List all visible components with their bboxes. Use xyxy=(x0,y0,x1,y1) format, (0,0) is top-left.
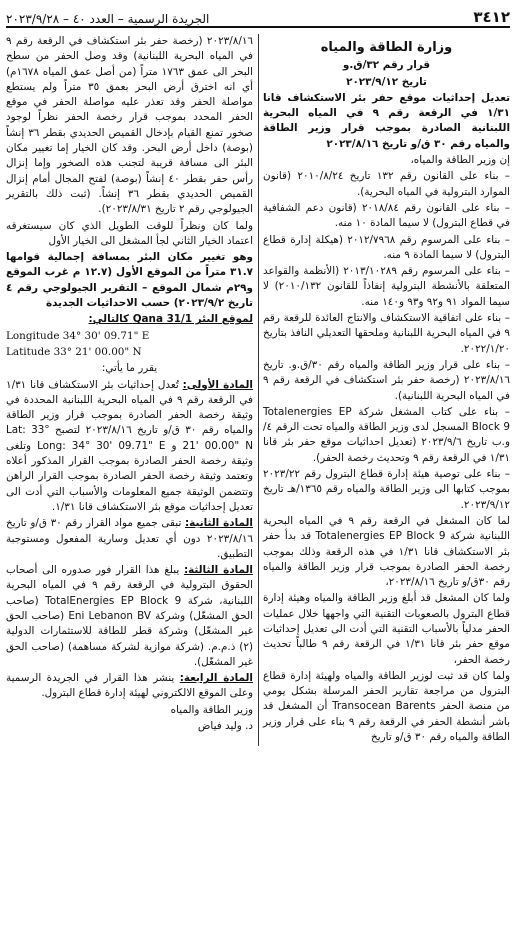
article-4 xyxy=(6,671,253,702)
article-4-heading: المادة الرابعة: xyxy=(179,672,253,685)
columns xyxy=(6,34,510,746)
latitude: Latitude 33° 21' 00.00" N xyxy=(6,345,142,358)
page-header xyxy=(6,4,510,28)
paragraph: – بناء على القانون رقم ١٣٢ تاريخ ٢٠١٠/٨/٢٤ (قانون الموارد البترولية في المياه البحرية). xyxy=(263,170,511,198)
bold-paragraph: وهو تغيير مكان البئر بمسافة إجمالية قوامها ٣١.٧ متراً من الموقع الأول (١٢.٧ م غرب الموقع و٢٩م شمال الموقع – التقرير الجيولوجي رقم ٤ تاريخ ٢٠٢٣/٩/٢) حسب الاحداثيات الجديدة xyxy=(6,251,253,310)
article-1-text: تُعدل إحداثيات بئر الاستكشاف قانا ١/٣١ في الرقعة رقم ٩ في المياه البحرية اللبنانية المحددة في وثيقة رخصة الحفر الصادرة بموجب قرار وزير الطاقة والمياه رقم ٣٠ ق/و تاريخ ٢٠٢٣/٨/١٦ لتصبح Lat: 33° 21' 00.00" N و Long: 34° 30' 09.71" E وتلغى وثيقة رخصة الحفر الصادرة بموجب القرار المذكور أعلاه وتعتمد وثيقة رخصة الحفر الصادرة بموجب القرار الراهن وتتضمن الوثيقة جميع المعلومات والأسباب التي أدت الى تعديل إحداثيات موقع بئر الاستكشاف قانا ١/٣١. xyxy=(6,378,253,513)
paragraph: – بناء على اتفاقية الاستكشاف والانتاج العائدة للرقعة رقم ٩ في المياه البحرية اللبنانية وملحقها التعديلي النافذ بتاريخ ٢٠٢٢/١/٢٠. xyxy=(263,312,510,355)
right-column xyxy=(263,34,510,746)
article-3-text: يبلغ هذا القرار فور صدوره الى أصحاب الحقوق البترولية في الرقعة رقم ٩ في المياه البحرية اللبنانية، شركة TotalEnergies EP Block 9 (صاحب الحق المشغّل) وشركة Eni Lebanon BV (صاحب الحق غير المشغّل) وشركة قطر للطاقة للاستثمارات الدولية (٢) ذ.م.م. (شركة موازية لشركة مساهمة) (صاحب الحق غير المشغّل). xyxy=(6,564,254,668)
signature-title: وزير الطاقة والمياه xyxy=(170,703,253,716)
article-2 xyxy=(6,516,253,562)
longitude: Longitude 34° 30' 09.71" E xyxy=(6,329,150,342)
decision-number: قرار رقم ٣٢/ق.و xyxy=(342,59,431,72)
paragraph: ٢٠٢٣/٨/١٦ (رخصة حفر بئر استكشاف في الرقعة رقم ٩ في المياه البحرية اللبنانية) وقد وصل الحفر من سطح البحر الى عمق ١٧٦٣ متراً (من أصل عمق المياه ١٦٧٨م) أي انه اخترق أرض البحر بعمق ٣٥ متراً ولم يستطع مواصلة الحفر وقد تعذر عليه مواصلة الحفر في موقع الحفر المحدد بموجب قرار رخصة الحفر نظراً لوجود صخور تمنع القيام بإدخال القميص الحديدي بقطر ٣٦ إنشاً (بوصة) داخل أرض البحر. وقد كان الخيار إما تغيير مكان البئر الى مسافة قريبة لتجنب هذه الصخور وإما إنزال رأس حفر بقطر ٤٠ إنشاً (بوصة) لفتح المجال أمام إنزال القميص الحديدي بقطر ٣٦ إنشاً. (ثبت ذلك بالتقرير الجيولوجي رقم ٢ تاريخ ٢٠٢٣/٨/٣١). xyxy=(6,35,254,216)
paragraph: ولما كان ونظراً للوقت الطويل الذي كان سيستغرقه اعتماد الخيار الثاني لجأ المشغل الى الخيار الأول xyxy=(6,219,253,247)
paragraph: – بناء على قرار وزير الطاقة والمياه رقم ٣٠/ق.و. تاريخ ٢٠٢٣/٨/١٦ (رخصة حفر بئر استكشاف في الرقعة رقم ٩ في المياه البحرية اللبنانية). xyxy=(263,358,510,402)
left-column xyxy=(6,34,253,746)
ministry-title: وزارة الطاقة والمياه xyxy=(320,40,453,55)
paragraph: – بناء على المرسوم رقم ٢٠١٢/٧٩٦٨ (هيكلة إدارة قطاع البترول) لا سيما المادة ٩ منه. xyxy=(263,233,510,261)
paragraph: لما كان المشغل في الرقعة رقم ٩ في المياه البحرية اللبنانية شركة Totalenergies EP Block 9 قد بدأ حفر بئر الاستكشاف قانا ١/٣١ في هذه الرقعة وذلك بموجب رخصة الحفر الصادرة بموجب قرار وزير الطاقة والمياه رقم ٣٠ق/و تاريخ ٢٠٢٣/٨/١٦، xyxy=(263,514,511,589)
article-3-heading: المادة الثالثة: xyxy=(183,564,253,577)
paragraph: – بناء على كتاب المشغل شركة Totalenergies EP Block 9 المسجل لدى وزير الطاقة والمياه تحت الرقم ٤/و.ب تاريخ ٢٠٢٣/٩/٦ (تعديل احداثيات موقع حفر بئر قانا ١/٣١ في الرقعة رقم ٩ وتحديث رخصة الحفر). xyxy=(263,405,511,464)
paragraph: – بناء على توصية هيئة إدارة قطاع البترول رقم ٢٠٢٣/٢٢ بموجب كتابها الى وزير الطاقة والمياه رقم ١٣٦٥/هـ تاريخ ٢٠٢٣/٩/١٢. xyxy=(263,468,510,511)
paragraph: ولما كان قد ثبت لوزير الطاقة والمياه ولهيئة إدارة قطاع البترول من مراجعة تقارير الحفر المرسلة بشكل يومي من منصة الحفر Transocean Barents أن المشغل قد باشر أنشطة الحفر في الرقعة رقم ٩ بناء على قرار وزير الطاقة والمياه رقم ٣٠ ق/و تاريخ xyxy=(263,669,510,744)
decision-subject: تعديل إحداثيات موقع حفر بئر الاستكشاف قانا ١/٣١ في الرقعة رقم ٩ في المياه البحرية اللبنانية الصادرة بموجب قرار وزير الطاقة والمياه رقم ٣٠ ق/و تاريخ ٢٠٢٣/٨/١٦ xyxy=(263,91,510,150)
article-3 xyxy=(6,563,253,670)
paragraph: – بناء على المرسوم رقم ٢٠١٣/١٠٢٨٩ (الأنظمة والقواعد المتعلقة بالأنشطة البترولية إنفاذاً للقانون ٢٠١٠/١٣٢) لا سيما المواد ٩١ و٩٢ و٩٣ و١٤٠ منه. xyxy=(263,265,511,308)
decides-heading: يقرر ما يأتي: xyxy=(101,362,158,375)
paragraph: إن وزير الطاقة والمياه، xyxy=(410,154,510,167)
paragraph: – بناء على القانون رقم ٢٠١٨/٨٤ (قانون دعم الشفافية في قطاع البترول) لا سيما المادة ١٠ منه. xyxy=(263,201,510,230)
paragraph: ولما كان المشغل قد أبلغ وزير الطاقة والمياه وهيئة إدارة قطاع البترول بالصعوبات التقنية التي واجهها خلال عمليات الحفر مدلياً بالأسباب التقنية التي أدت الى تعديل إحداثيات موقع حفر بئر قانا ١/٣١ في الرقعة رقم ٩ طالباً تحديث رخصة الحفر، xyxy=(263,592,510,666)
article-1 xyxy=(6,378,253,516)
well-name-line: لموقع البئر Qana 31/1 كالتالي: xyxy=(88,313,253,326)
article-4-text: ينشر هذا القرار في الجريدة الرسمية وعلى الموقع الالكتروني لهيئة إدارة قطاع البترول. xyxy=(6,672,253,700)
article-2-text: تبقى جميع مواد القرار رقم ٣٠ ق/و تاريخ ٢٠٢٣/٨/١٦ دون أي تعديل وسارية المفعول ومستوجبة التطبيق. xyxy=(6,517,253,560)
signature-name: د. وليد فياض xyxy=(197,720,253,733)
article-2-heading: المادة الثانية: xyxy=(185,517,253,530)
page-number: ٣٤١٢ xyxy=(473,8,510,26)
article-1-heading: المادة الأولى: xyxy=(182,378,253,391)
journal-info: الجريدة الرسمية – العدد ٤٠ – ٢٠٢٣/٩/٢٨ xyxy=(6,12,210,26)
decision-date: تاريخ ٢٠٢٣/٩/١٢ xyxy=(346,75,427,88)
